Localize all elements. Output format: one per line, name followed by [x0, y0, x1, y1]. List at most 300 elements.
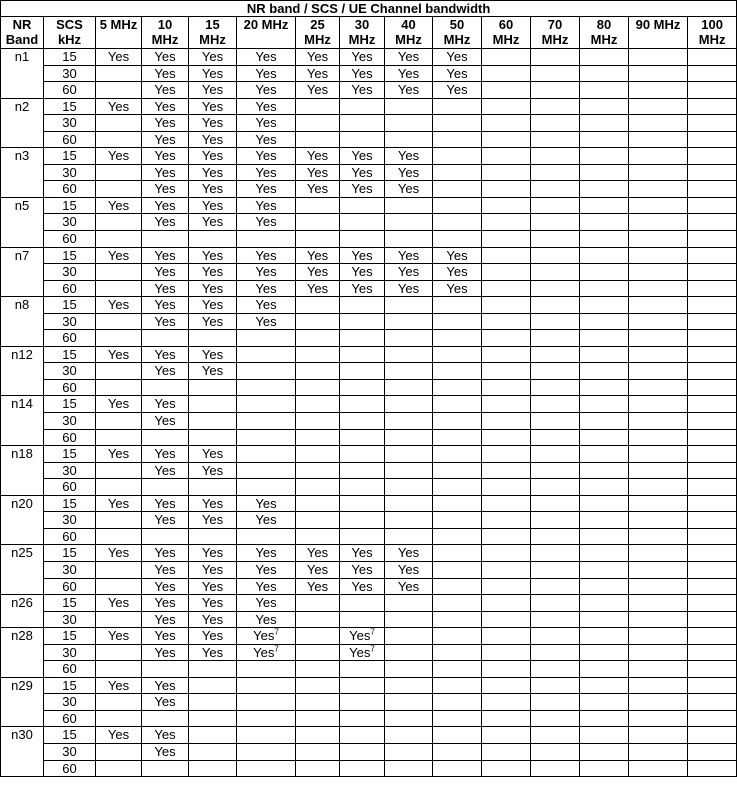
bandwidth-cell: [688, 479, 737, 496]
bandwidth-cell: Yes: [142, 297, 189, 314]
bandwidth-cell: [482, 694, 531, 711]
bandwidth-cell: [580, 346, 629, 363]
bandwidth-cell: Yes: [96, 727, 142, 744]
footnote-marker: 7: [274, 644, 279, 654]
table-row: [1, 313, 737, 330]
scs-cell: 15: [44, 595, 96, 612]
bandwidth-cell: [688, 644, 737, 661]
bandwidth-cell: [629, 148, 688, 165]
bandwidth-cell: Yes: [237, 512, 296, 529]
bandwidth-cell: [629, 578, 688, 595]
bandwidth-cell: Yes: [96, 628, 142, 645]
bandwidth-cell: Yes: [142, 512, 189, 529]
bandwidth-cell: Yes: [142, 545, 189, 562]
bandwidth-cell: [385, 710, 433, 727]
bandwidth-cell: [688, 164, 737, 181]
table-row: [1, 330, 737, 347]
column-header-text: 15: [205, 17, 220, 32]
bandwidth-cell: [96, 578, 142, 595]
bandwidth-cell: [482, 743, 531, 760]
scs-cell: 60: [44, 181, 96, 198]
bandwidth-cell: [340, 429, 385, 446]
bandwidth-cell: [482, 396, 531, 413]
bandwidth-cell: [531, 743, 580, 760]
bandwidth-cell: [688, 264, 737, 281]
bandwidth-cell: [189, 743, 237, 760]
bandwidth-cell: Yes: [142, 264, 189, 281]
bandwidth-cell: Yes: [340, 247, 385, 264]
bandwidth-cell: [385, 98, 433, 115]
bandwidth-cell: [433, 413, 482, 430]
bandwidth-cell: [531, 545, 580, 562]
bandwidth-cell: Yes: [142, 247, 189, 264]
bandwidth-cell: [296, 495, 340, 512]
bandwidth-cell: [296, 446, 340, 463]
table-row: [1, 727, 737, 744]
bandwidth-cell: [482, 131, 531, 148]
bandwidth-cell: [629, 512, 688, 529]
bandwidth-cell: [482, 644, 531, 661]
bandwidth-cell: Yes: [142, 495, 189, 512]
bandwidth-cell: [580, 760, 629, 777]
bandwidth-cell: Yes: [189, 578, 237, 595]
bandwidth-cell: [433, 446, 482, 463]
bandwidth-cell: [580, 479, 629, 496]
bandwidth-cell: [433, 379, 482, 396]
scs-cell: 60: [44, 760, 96, 777]
bandwidth-cell: [189, 710, 237, 727]
bandwidth-cell: [482, 429, 531, 446]
bandwidth-cell: [629, 760, 688, 777]
bandwidth-cell: Yes: [142, 446, 189, 463]
bandwidth-cell: [96, 413, 142, 430]
bandwidth-cell: Yes: [142, 727, 189, 744]
table-row: [1, 644, 737, 661]
bandwidth-cell: [433, 595, 482, 612]
bandwidth-cell: [531, 65, 580, 82]
bandwidth-cell: [531, 98, 580, 115]
bandwidth-cell: Yes: [142, 462, 189, 479]
column-header-text: MHz: [698, 32, 726, 47]
bandwidth-cell: [629, 595, 688, 612]
table-row: [1, 595, 737, 612]
bandwidth-cell: [531, 760, 580, 777]
bandwidth-cell: Yes: [142, 197, 189, 214]
bandwidth-cell: [385, 297, 433, 314]
column-header-text: MHz: [541, 32, 569, 47]
column-header: [385, 17, 433, 49]
bandwidth-cell: [340, 495, 385, 512]
bandwidth-cell: [96, 479, 142, 496]
bandwidth-cell: Yes: [142, 164, 189, 181]
bandwidth-cell: Yes: [296, 264, 340, 281]
bandwidth-cell: [340, 231, 385, 248]
scs-cell: 60: [44, 231, 96, 248]
column-header: [296, 17, 340, 49]
bandwidth-cell: [142, 429, 189, 446]
table-row: [1, 677, 737, 694]
bandwidth-cell: [340, 595, 385, 612]
header-row: [1, 17, 737, 49]
bandwidth-cell: [96, 661, 142, 678]
bandwidth-cell: Yes: [142, 49, 189, 66]
bandwidth-cell: Yes: [142, 396, 189, 413]
scs-cell: 15: [44, 545, 96, 562]
table-row: [1, 131, 737, 148]
bandwidth-cell: Yes: [237, 264, 296, 281]
bandwidth-cell: [580, 231, 629, 248]
bandwidth-cell: Yes: [385, 280, 433, 297]
table-row: [1, 65, 737, 82]
bandwidth-cell: [629, 694, 688, 711]
bandwidth-cell: [385, 396, 433, 413]
bandwidth-cell: [340, 413, 385, 430]
bandwidth-cell: [96, 694, 142, 711]
scs-cell: 60: [44, 710, 96, 727]
bandwidth-cell: [482, 148, 531, 165]
bandwidth-cell: [433, 545, 482, 562]
bandwidth-cell: [531, 611, 580, 628]
bandwidth-cell: [580, 164, 629, 181]
bandwidth-cell: Yes: [237, 247, 296, 264]
bandwidth-cell: [531, 429, 580, 446]
bandwidth-cell: [385, 330, 433, 347]
scs-cell: 15: [44, 446, 96, 463]
bandwidth-cell: [629, 545, 688, 562]
bandwidth-cell: [385, 413, 433, 430]
scs-cell: 60: [44, 82, 96, 99]
bandwidth-cell: [580, 495, 629, 512]
bandwidth-cell: [688, 197, 737, 214]
bandwidth-cell: [531, 561, 580, 578]
bandwidth-cell: [629, 164, 688, 181]
bandwidth-cell: [688, 231, 737, 248]
bandwidth-cell: [531, 578, 580, 595]
scs-cell: 60: [44, 528, 96, 545]
bandwidth-cell: [296, 512, 340, 529]
bandwidth-cell: [688, 462, 737, 479]
bandwidth-cell: [296, 661, 340, 678]
bandwidth-cell: [629, 363, 688, 380]
bandwidth-cell: Yes: [142, 561, 189, 578]
bandwidth-cell: Yes: [189, 280, 237, 297]
bandwidth-cell: [385, 760, 433, 777]
bandwidth-cell: [96, 561, 142, 578]
bandwidth-cell: [340, 330, 385, 347]
scs-cell: 60: [44, 578, 96, 595]
bandwidth-cell: [629, 264, 688, 281]
bandwidth-cell: [433, 231, 482, 248]
bandwidth-cell: [385, 379, 433, 396]
column-header-text: MHz: [395, 32, 422, 47]
bandwidth-cell: [385, 743, 433, 760]
band-cell: n29: [1, 677, 44, 727]
bandwidth-cell: [385, 528, 433, 545]
table-row: [1, 379, 737, 396]
bandwidth-cell: Yes: [142, 363, 189, 380]
bandwidth-cell: [629, 644, 688, 661]
bandwidth-cell: [96, 512, 142, 529]
bandwidth-cell: [688, 595, 737, 612]
bandwidth-cell: [482, 710, 531, 727]
bandwidth-cell: [237, 710, 296, 727]
bandwidth-cell: [531, 710, 580, 727]
bandwidth-cell: Yes: [385, 65, 433, 82]
bandwidth-cell: Yes: [96, 595, 142, 612]
bandwidth-cell: [189, 379, 237, 396]
bandwidth-cell: Yes: [96, 446, 142, 463]
bandwidth-cell: Yes: [340, 280, 385, 297]
band-cell: n30: [1, 727, 44, 777]
bandwidth-cell: [433, 677, 482, 694]
bandwidth-cell: [96, 115, 142, 132]
bandwidth-cell: [688, 181, 737, 198]
bandwidth-cell: Yes: [142, 743, 189, 760]
bandwidth-cell: [629, 462, 688, 479]
bandwidth-cell: [296, 396, 340, 413]
bandwidth-cell: [340, 528, 385, 545]
band-cell: n7: [1, 247, 44, 297]
scs-cell: 15: [44, 396, 96, 413]
table-row: [1, 512, 737, 529]
bandwidth-cell: Yes: [189, 181, 237, 198]
bandwidth-cell: [433, 297, 482, 314]
bandwidth-cell: Yes: [237, 49, 296, 66]
bandwidth-cell: [580, 330, 629, 347]
bandwidth-cell: [688, 545, 737, 562]
bandwidth-cell: [142, 661, 189, 678]
bandwidth-cell: Yes: [340, 164, 385, 181]
bandwidth-cell: [385, 495, 433, 512]
bandwidth-cell: [531, 214, 580, 231]
column-header: [1, 17, 44, 49]
bandwidth-cell: [340, 379, 385, 396]
bandwidth-cell: [482, 164, 531, 181]
table-row: [1, 528, 737, 545]
bandwidth-cell: [482, 231, 531, 248]
bandwidth-cell: Yes: [142, 346, 189, 363]
bandwidth-cell: [142, 760, 189, 777]
column-header-text: 5 MHz: [99, 17, 138, 32]
bandwidth-cell: [688, 429, 737, 446]
bandwidth-cell: [688, 363, 737, 380]
bandwidth-cell: [629, 379, 688, 396]
bandwidth-cell: [96, 429, 142, 446]
bandwidth-cell: [296, 231, 340, 248]
scs-cell: 30: [44, 413, 96, 430]
bandwidth-cell: [385, 214, 433, 231]
bandwidth-cell: [629, 446, 688, 463]
bandwidth-cell: [189, 528, 237, 545]
bandwidth-cell: Yes: [142, 595, 189, 612]
band-cell: n26: [1, 595, 44, 628]
bandwidth-cell: [340, 396, 385, 413]
bandwidth-cell: [340, 131, 385, 148]
bandwidth-cell: Yes$^7$: [237, 628, 296, 645]
bandwidth-cell: [629, 528, 688, 545]
bandwidth-cell: [385, 727, 433, 744]
column-header-text: NR: [12, 17, 32, 32]
scs-cell: 60: [44, 379, 96, 396]
bandwidth-cell: [688, 131, 737, 148]
bandwidth-cell: [482, 330, 531, 347]
bandwidth-cell: [189, 661, 237, 678]
table-row: [1, 164, 737, 181]
bandwidth-cell: Yes: [296, 65, 340, 82]
column-header: [433, 17, 482, 49]
bandwidth-cell: Yes: [142, 181, 189, 198]
bandwidth-cell: Yes: [340, 148, 385, 165]
scs-cell: 60: [44, 661, 96, 678]
footnote-marker: 7: [370, 644, 375, 654]
column-header: [237, 17, 296, 49]
bandwidth-cell: [482, 495, 531, 512]
bandwidth-cell: [580, 49, 629, 66]
bandwidth-cell: [142, 479, 189, 496]
bandwidth-cell: Yes: [237, 115, 296, 132]
bandwidth-cell: [296, 313, 340, 330]
column-header-text: 60: [498, 17, 514, 32]
bandwidth-cell: [482, 65, 531, 82]
bandwidth-cell: Yes: [189, 82, 237, 99]
bandwidth-cell: Yes: [237, 313, 296, 330]
bandwidth-cell: Yes: [385, 49, 433, 66]
bandwidth-cell: [580, 297, 629, 314]
bandwidth-cell: [340, 363, 385, 380]
bandwidth-cell: [340, 313, 385, 330]
bandwidth-cell: [580, 561, 629, 578]
bandwidth-cell: [96, 264, 142, 281]
bandwidth-cell: Yes: [385, 264, 433, 281]
bandwidth-cell: [531, 595, 580, 612]
table-row: [1, 49, 737, 66]
bandwidth-cell: [580, 379, 629, 396]
bandwidth-cell: [96, 644, 142, 661]
bandwidth-cell: [433, 611, 482, 628]
bandwidth-cell: [237, 743, 296, 760]
bandwidth-cell: Yes: [189, 363, 237, 380]
bandwidth-cell: [531, 628, 580, 645]
bandwidth-cell: Yes: [96, 49, 142, 66]
bandwidth-cell: Yes: [96, 677, 142, 694]
band-cell: n1: [1, 49, 44, 99]
bandwidth-cell: [629, 346, 688, 363]
bandwidth-cell: Yes: [189, 115, 237, 132]
bandwidth-cell: [340, 710, 385, 727]
bandwidth-cell: [189, 760, 237, 777]
bandwidth-cell: [688, 661, 737, 678]
bandwidth-cell: Yes: [385, 148, 433, 165]
bandwidth-cell: Yes: [237, 148, 296, 165]
bandwidth-cell: [580, 98, 629, 115]
bandwidth-cell: [580, 148, 629, 165]
bandwidth-cell: Yes: [237, 545, 296, 562]
bandwidth-cell: [531, 148, 580, 165]
bandwidth-cell: [340, 694, 385, 711]
bandwidth-cell: [237, 429, 296, 446]
bandwidth-cell: Yes: [296, 82, 340, 99]
bandwidth-cell: [96, 231, 142, 248]
bandwidth-cell: Yes: [296, 49, 340, 66]
bandwidth-cell: Yes: [142, 694, 189, 711]
bandwidth-cell: [296, 413, 340, 430]
column-header-text: 90 MHz: [635, 17, 681, 32]
bandwidth-cell: [385, 429, 433, 446]
bandwidth-cell: [340, 760, 385, 777]
band-cell: n8: [1, 297, 44, 347]
table-row: [1, 396, 737, 413]
bandwidth-cell: Yes: [237, 280, 296, 297]
bandwidth-cell: [237, 446, 296, 463]
bandwidth-cell: [296, 727, 340, 744]
bandwidth-cell: [629, 495, 688, 512]
bandwidth-cell: Yes$^7$: [237, 644, 296, 661]
bandwidth-cell: [237, 396, 296, 413]
table-row: [1, 148, 737, 165]
bandwidth-cell: [580, 446, 629, 463]
bandwidth-cell: [482, 578, 531, 595]
bandwidth-cell: [629, 280, 688, 297]
bandwidth-cell: [340, 512, 385, 529]
bandwidth-cell: [385, 346, 433, 363]
bandwidth-cell: [482, 379, 531, 396]
table-row: [1, 247, 737, 264]
bandwidth-cell: Yes: [433, 264, 482, 281]
bandwidth-cell: [385, 446, 433, 463]
bandwidth-cell: Yes: [142, 313, 189, 330]
bandwidth-cell: [482, 661, 531, 678]
bandwidth-cell: Yes: [142, 131, 189, 148]
bandwidth-cell: [296, 115, 340, 132]
bandwidth-cell: [385, 694, 433, 711]
bandwidth-cell: [629, 231, 688, 248]
bandwidth-cell: Yes: [189, 297, 237, 314]
scs-cell: 60: [44, 280, 96, 297]
bandwidth-cell: [482, 545, 531, 562]
bandwidth-cell: [531, 379, 580, 396]
bandwidth-cell: Yes: [296, 578, 340, 595]
bandwidth-cell: [580, 181, 629, 198]
bandwidth-cell: [340, 462, 385, 479]
bandwidth-cell: [531, 512, 580, 529]
column-header-text: MHz: [304, 32, 331, 47]
bandwidth-cell: [433, 131, 482, 148]
band-cell: n5: [1, 197, 44, 247]
table-row: [1, 197, 737, 214]
bandwidth-cell: [433, 462, 482, 479]
table-row: [1, 578, 737, 595]
bandwidth-cell: [688, 561, 737, 578]
table-row: [1, 413, 737, 430]
bandwidth-cell: Yes: [142, 65, 189, 82]
table-row: [1, 429, 737, 446]
table-row: [1, 760, 737, 777]
bandwidth-cell: [433, 181, 482, 198]
scs-cell: 15: [44, 495, 96, 512]
bandwidth-cell: [688, 760, 737, 777]
bandwidth-cell: [142, 710, 189, 727]
bandwidth-cell: [688, 148, 737, 165]
bandwidth-cell: [385, 197, 433, 214]
scs-cell: 30: [44, 743, 96, 760]
bandwidth-cell: [433, 512, 482, 529]
bandwidth-cell: [433, 743, 482, 760]
bandwidth-cell: [296, 677, 340, 694]
column-header: [340, 17, 385, 49]
bandwidth-cell: Yes: [96, 197, 142, 214]
bandwidth-cell: [433, 363, 482, 380]
bandwidth-cell: [142, 231, 189, 248]
